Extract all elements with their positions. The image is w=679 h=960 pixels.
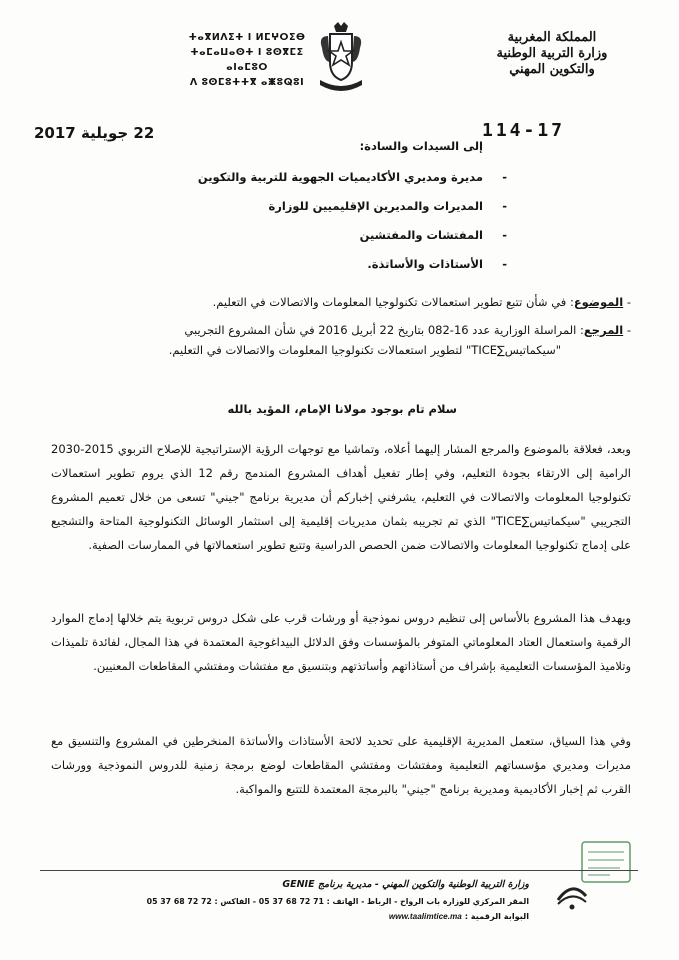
footer-ministry: وزارة التربية الوطنية والتكوين المهني - مديرية برنامج GENIE [282,879,529,890]
reference-label: المرجع [583,323,624,337]
footer-address: المقر المركزي للوزارة باب الرواح - الرباط - الهاتف : 71 72 68 37 05 - الفاكس : 72 72 68 37 05 [146,897,529,906]
subject-line: - الموضوع: في شأن تتبع تطوير استعمالات تكنولوجيا المعلومات والاتصالات في التعليم. [212,295,631,309]
header-line: ⵜⴰⴳⵍⴷⵉⵜ ⵏ ⵍⵎⵖⵔⵉⴱ [188,32,306,43]
list-item: - المديرات والمديرين الإقليميين للوزارة [268,199,507,213]
footer-divider [40,870,638,871]
body-paragraph: وبعد، فعلاقة بالموضوع والمرجع المشار إليهما أعلاه، وتماشيا مع توجهات الرؤية الإستراتيجية للإصلاح التربوي 2015-2030 الرامية إلى الارتقاء بجودة التعليم، وفي إطار تفعيل أهداف المشروع المندمج رقم 12 الذي يروم تطوير استعمالات تكنولوجيا المعلومات والاتصالات في التعليم، يشرفني إخباركم أن مديرية برنامج "جيني" تسعى من خلال تعميم المشروع التجريبي "سيكماتيس∑TICE" الذي تم تجريبه بثمان مديريات إقليمية إلى استثمار الوسائل التكنولوجية المتاحة والتشجيع على إدماج تكنولوجيا المعلومات والاتصالات ضمن الحصص الدراسية وتتبع تطوير استعمالاتها في الممارسات الصفية. [51,442,631,552]
genie-logo-icon [552,874,592,914]
header-line: ⴷ ⵓⵙⵎⵓⵜⵜⴳ ⴰⵥⵓⵕⵓⵏ [189,77,305,88]
reference-number: 114-17 [482,120,566,141]
recipient-list [123,170,507,286]
list-item: - الأستاذات والأساتذة. [367,257,507,271]
reference-text: : المراسلة الوزارية عدد 16-082 بتاريخ 22 أبريل 2016 في شأن المشروع التجريبي [184,323,584,337]
portal-label: البوابة الرقمية : [464,911,529,921]
ministry-header-tifinagh [172,30,322,90]
header-line: وزارة التربية الوطنية [496,46,608,61]
reference-text-continued: "سيكماتيس∑TICE" لتطوير استعمالات تكنولوجيا المعلومات والاتصالات في التعليم. [168,343,561,357]
reference-block: - المرجع: المراسلة الوزارية عدد 16-082 بتاريخ 22 أبريل 2016 في شأن المشروع التجريبي "سيكماتيس∑TICE" لتطوير استعمالات تكنولوجيا المعلومات والاتصالات في التعليم. [51,320,631,360]
subject-label: الموضوع [573,295,624,309]
greeting: سلام تام بوجود مولانا الإمام، المؤيد بالله [227,402,457,416]
ministry-header-arabic [477,30,627,78]
list-item: - المفتشات والمفتشين [359,228,507,242]
body-paragraph: وفي هذا السياق، ستعمل المديرية الإقليمية على تحديد لائحة الأستاذات والأساتذة المنخرطين في المشروع والتنسيق مع مديرات ومديري مؤسساتهم التعليمية ومفتشات ومفتشي المقاطعات لوضع برمجة زمنية للدروس النموذجية وورشات القرب ثم إخبار الأكاديمية ومديرية برنامج "جيني" بالبرمجة المعتمدة للتتبع والمواكبة. [51,734,631,796]
header-line: والتكوين المهني [509,62,595,77]
list-item: - مديرة ومديري الأكاديميات الجهوية للتربية والتكوين [197,170,507,184]
addressee: إلى السيدات والسادة: [359,139,483,153]
portal-link[interactable]: www.taalimtice.ma [388,912,462,921]
subject-text: : في شأن تتبع تطوير استعمالات تكنولوجيا المعلومات والاتصالات في التعليم. [212,295,574,309]
letter-date: 22 جويلية 2017 [34,124,155,142]
header-line: المملكة المغربية [507,30,597,45]
footer-portal [129,911,529,921]
body-paragraph: ويهدف هذا المشروع بالأساس إلى تنظيم دروس نموذجية أو ورشات قرب على شكل دروس تربوية يتم خلالها إدماج الموارد الرقمية واستعمال العتاد المعلوماتي المتوفر بالمؤسسات وفق الدلائل البيداغوجية المعتمدة في هذا المجال، لفائدة تلميذات وتلاميذ المؤسسات التعليمية بإشراف من أستاذاتهم وأساتذتهم وبتنسيق مع مفتشات ومفتشي المقاطعات المعنيين. [51,611,631,673]
header-line: ⵜⴰⵎⴰⵡⴰⵙⵜ ⵏ ⵓⵙⴳⵎⵉ ⴰⵏⴰⵎⵓⵔ [190,47,304,73]
